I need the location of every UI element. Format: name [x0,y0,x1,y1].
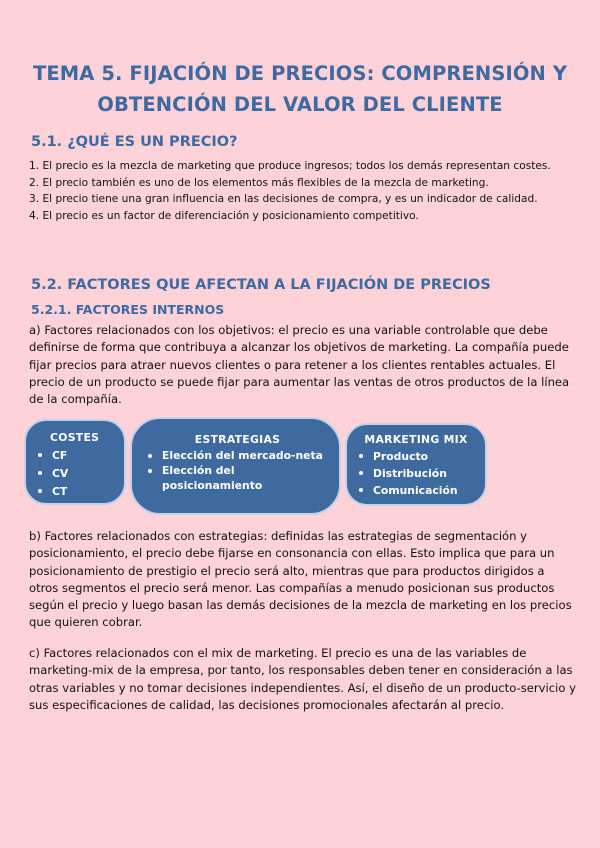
title-line-1: TEMA 5. FIJACIÓN DE PRECIOS: COMPRENSIÓN Y [32,62,568,85]
costes-list [34,447,124,501]
list-item: CV [34,465,124,483]
list-item: 1. El precio es la mezcla de marketing que produce ingresos; todos los demás representan costes. [29,160,551,172]
list-item: CF [34,447,124,465]
list-item: Distribución [355,465,481,482]
title-line-2: OBTENCIÓN DEL VALOR DEL CLIENTE [97,93,503,116]
marketing-mix-list [351,448,481,499]
list-item: Comunicación [355,482,481,499]
estrategias-box [130,417,341,515]
list-item: Elección del mercado-neta [144,448,331,463]
costes-box [24,419,126,505]
estrategias-title: ESTRATEGIAS [194,433,281,446]
section-2-1-heading: 5.2.1. FACTORES INTERNOS [31,302,225,317]
marketing-mix-title: MARKETING MIX [364,433,468,446]
list-item: CT [34,483,124,501]
price-definition-list [29,158,579,224]
list-item: Elección del posicionamiento [144,463,331,493]
paragraph-b: b) Factores relacionados con estrategias: definidas las estrategias de segmentación y posicionamiento, el precio debe fijarse en consonancia con ellas. Esto implica que para un posicionamiento de prestigio el precio será alto, mientras que para productos dirigidos a otros segmentos el precio será menor. Las compañías a menudo posicionan sus productos según el precio y luego basan las demás decisiones de la mezcla de marketing en los precios que quieren cobrar. [29,529,572,630]
section-2-heading: 5.2. FACTORES QUE AFECTAN A LA FIJACIÓN DE PRECIOS [31,277,491,293]
list-item: Producto [355,448,481,465]
costes-title: COSTES [50,431,100,444]
marketing-mix-box [345,423,487,506]
list-item: 3. El precio tiene una gran influencia en las decisiones de compra, y es un indicador de calidad. [29,193,538,205]
section-1-heading: 5.1. ¿QUÉ ES UN PRECIO? [31,134,238,150]
paragraph-a: a) Factores relacionados con los objetivos: el precio es una variable controlable que debe definirse de forma que contribuya a alcanzar los objetivos de marketing. La compañía puede fijar precios para atraer nuevos clientes o para retener a los clientes rentables actuales. El precio de un producto se puede fijar para aumentar las ventas de otros productos de la línea de la compañía. [29,323,570,407]
document-title [20,58,580,120]
list-item: 2. El precio también es uno de los elementos más flexibles de la mezcla de marketing. [29,176,489,189]
list-item: 4. El precio es un factor de diferenciación y posicionamiento competitivo. [29,209,419,222]
paragraph-c: c) Factores relacionados con el mix de marketing. El precio es una de las variables de marketing-mix de la empresa, por tanto, los responsables deben tener en consideración a las otras variables y no tomar decisiones independientes. Así, el diseño de un producto-servicio y sus especificaciones de calidad, las decisiones promocionales afectarán al precio. [29,646,576,712]
estrategias-list [144,448,331,493]
